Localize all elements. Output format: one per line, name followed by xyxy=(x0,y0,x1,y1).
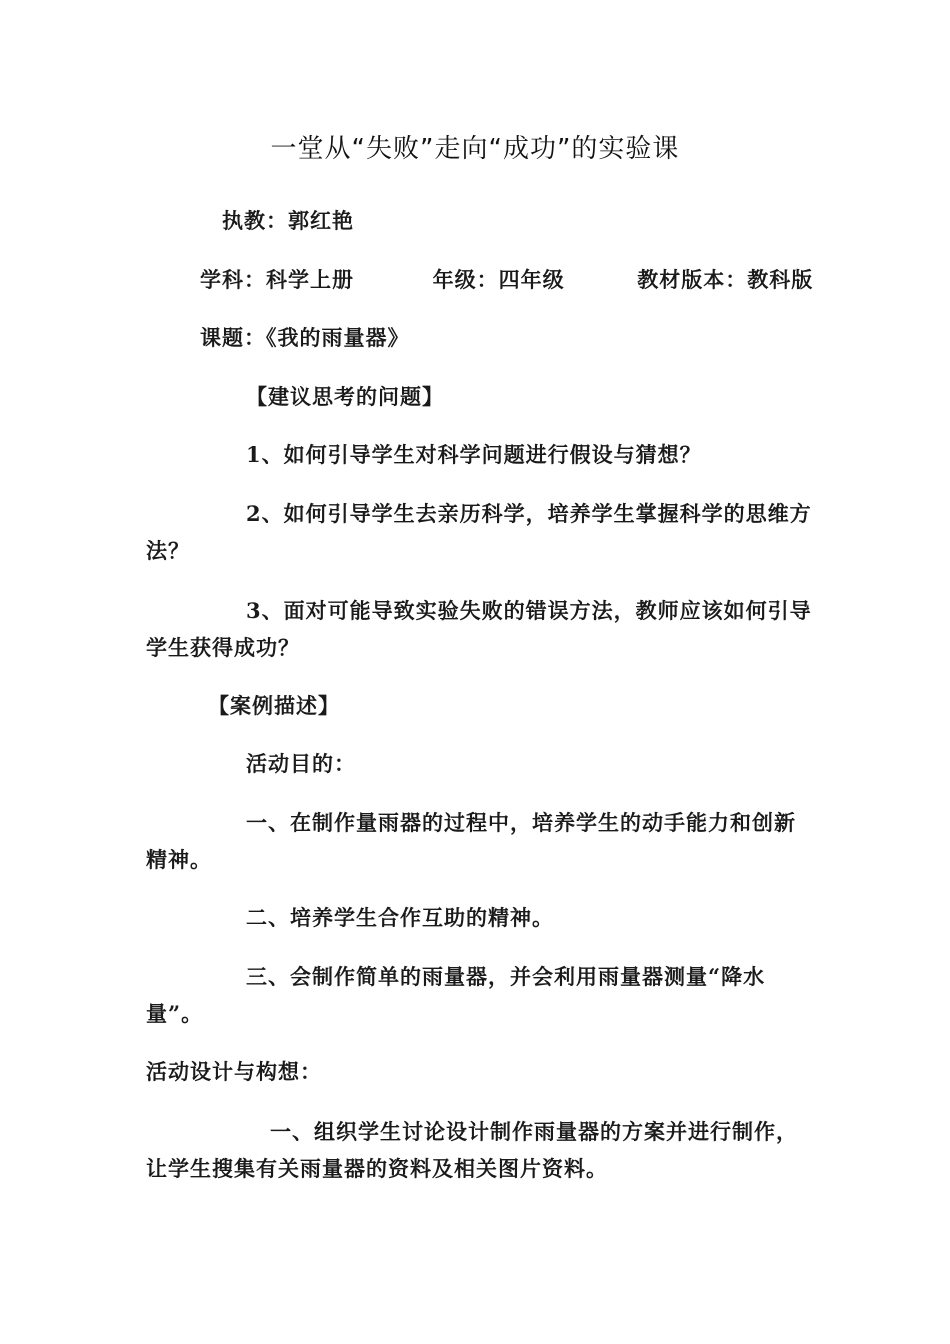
goal-1-line-2: 精神。 xyxy=(146,847,212,872)
subject-label: 学科：科学上册 xyxy=(200,267,354,292)
meta-row xyxy=(200,266,813,294)
edition-label: 教材版本：教科版 xyxy=(637,267,814,292)
teacher-line: 执教：郭红艳 xyxy=(222,208,354,233)
question-1: 1、如何引导学生对科学问题进行假设与猜想？ xyxy=(246,442,702,467)
question-3-line-2: 学生获得成功？ xyxy=(146,635,300,660)
question-2-line-2: 法？ xyxy=(146,538,190,563)
grade-label: 年级：四年级 xyxy=(432,267,565,292)
goal-1-line-1: 一、在制作量雨器的过程中，培养学生的动手能力和创新 xyxy=(246,810,796,835)
goal-3-line-1: 三、会制作简单的雨量器，并会利用雨量器测量“降水 xyxy=(246,964,766,989)
document-title: 一堂从“失败”走向“成功”的实验课 xyxy=(270,134,680,164)
section-heading-questions: 【建议思考的问题】 xyxy=(246,385,444,409)
question-2-line-1: 2、如何引导学生去亲历科学，培养学生掌握科学的思维方 xyxy=(246,501,812,526)
goal-label: 活动目的： xyxy=(246,751,356,776)
question-3-line-1: 3、面对可能导致实验失败的错误方法，教师应该如何引导 xyxy=(246,598,812,623)
design-1-line-1: 一、组织学生讨论设计制作雨量器的方案并进行制作， xyxy=(270,1119,798,1144)
goal-3-line-2: 量”。 xyxy=(146,1001,204,1026)
topic-line: 课题：《我的雨量器》 xyxy=(200,325,410,350)
design-1-line-2: 让学生搜集有关雨量器的资料及相关图片资料。 xyxy=(146,1156,608,1181)
goal-2: 二、培养学生合作互助的精神。 xyxy=(246,905,554,930)
design-label: 活动设计与构想： xyxy=(146,1059,322,1084)
section-heading-case: 【案例描述】 xyxy=(208,694,340,718)
